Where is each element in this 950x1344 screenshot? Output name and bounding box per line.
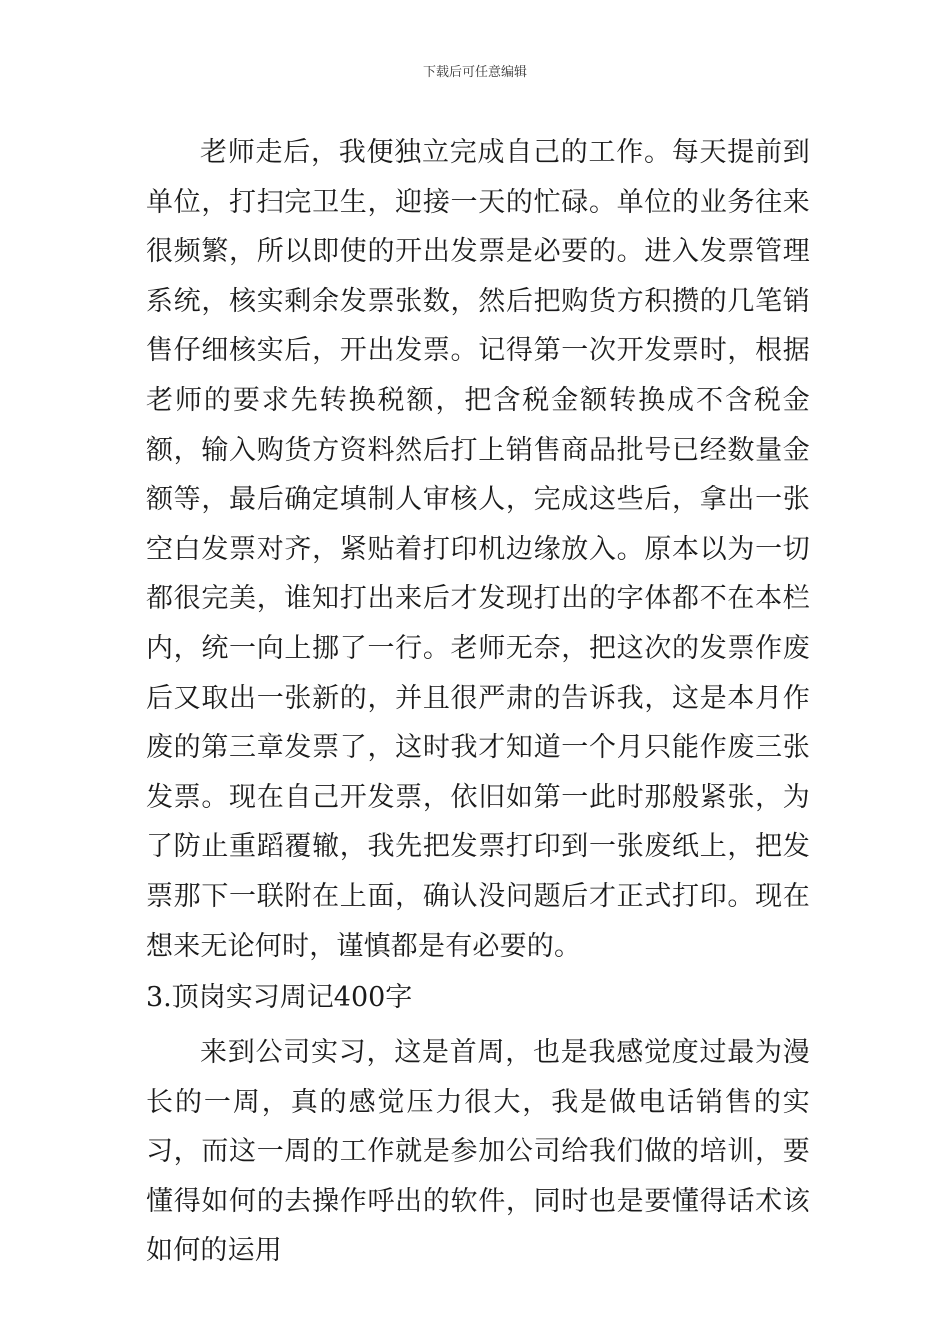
- page-header: 下载后可任意编辑: [422, 65, 527, 80]
- section-heading: 3.顶岗实习周记400字: [146, 982, 413, 1013]
- body-paragraph-invoice: 老师走后，我便独立完成自己的工作。每天提前到单位，打扫完卫生，迎接一天的忙碌。单位的业务往来很频繁，所以即使的开出发票是必要的。进入发票管理系统，核实剩余发票张数，然后把购货方积攒的几笔销售仔细核实后，开出发票。记得第一次开发票时，根据老师的要求先转换税额，把含税金额转换成不含税金额，输入购货方资料然后打上销售商品批号已经数量金额等，最后确定填制人审核人，完成这些后，拿出一张空白发票对齐，紧贴着打印机边缘放入。原本以为一切都很完美，谁知打出来后才发现打出的字体都不在本栏内，统一向上挪了一行。老师无奈，把这次的发票作废后又取出一张新的，并且很严肃的告诉我，这是本月作废的第三章发票了，这时我才知道一个月只能作废三张发票。现在自己开发票，依旧如第一此时那般紧张，为了防止重蹈覆辙，我先把发票打印到一张废纸上，把发票那下一联附在上面，确认没问题后才正式打印。现在想来无论何时，谨慎都是有必要的。: [146, 137, 810, 962]
- body-paragraph-internship: 来到公司实习，这是首周，也是我感觉度过最为漫长的一周，真的感觉压力很大，我是做电话销售的实习，而这一周的工作就是参加公司给我们做的培训，要懂得如何的去操作呼出的软件，同时也是要懂得话术该如何的运用: [146, 1037, 810, 1267]
